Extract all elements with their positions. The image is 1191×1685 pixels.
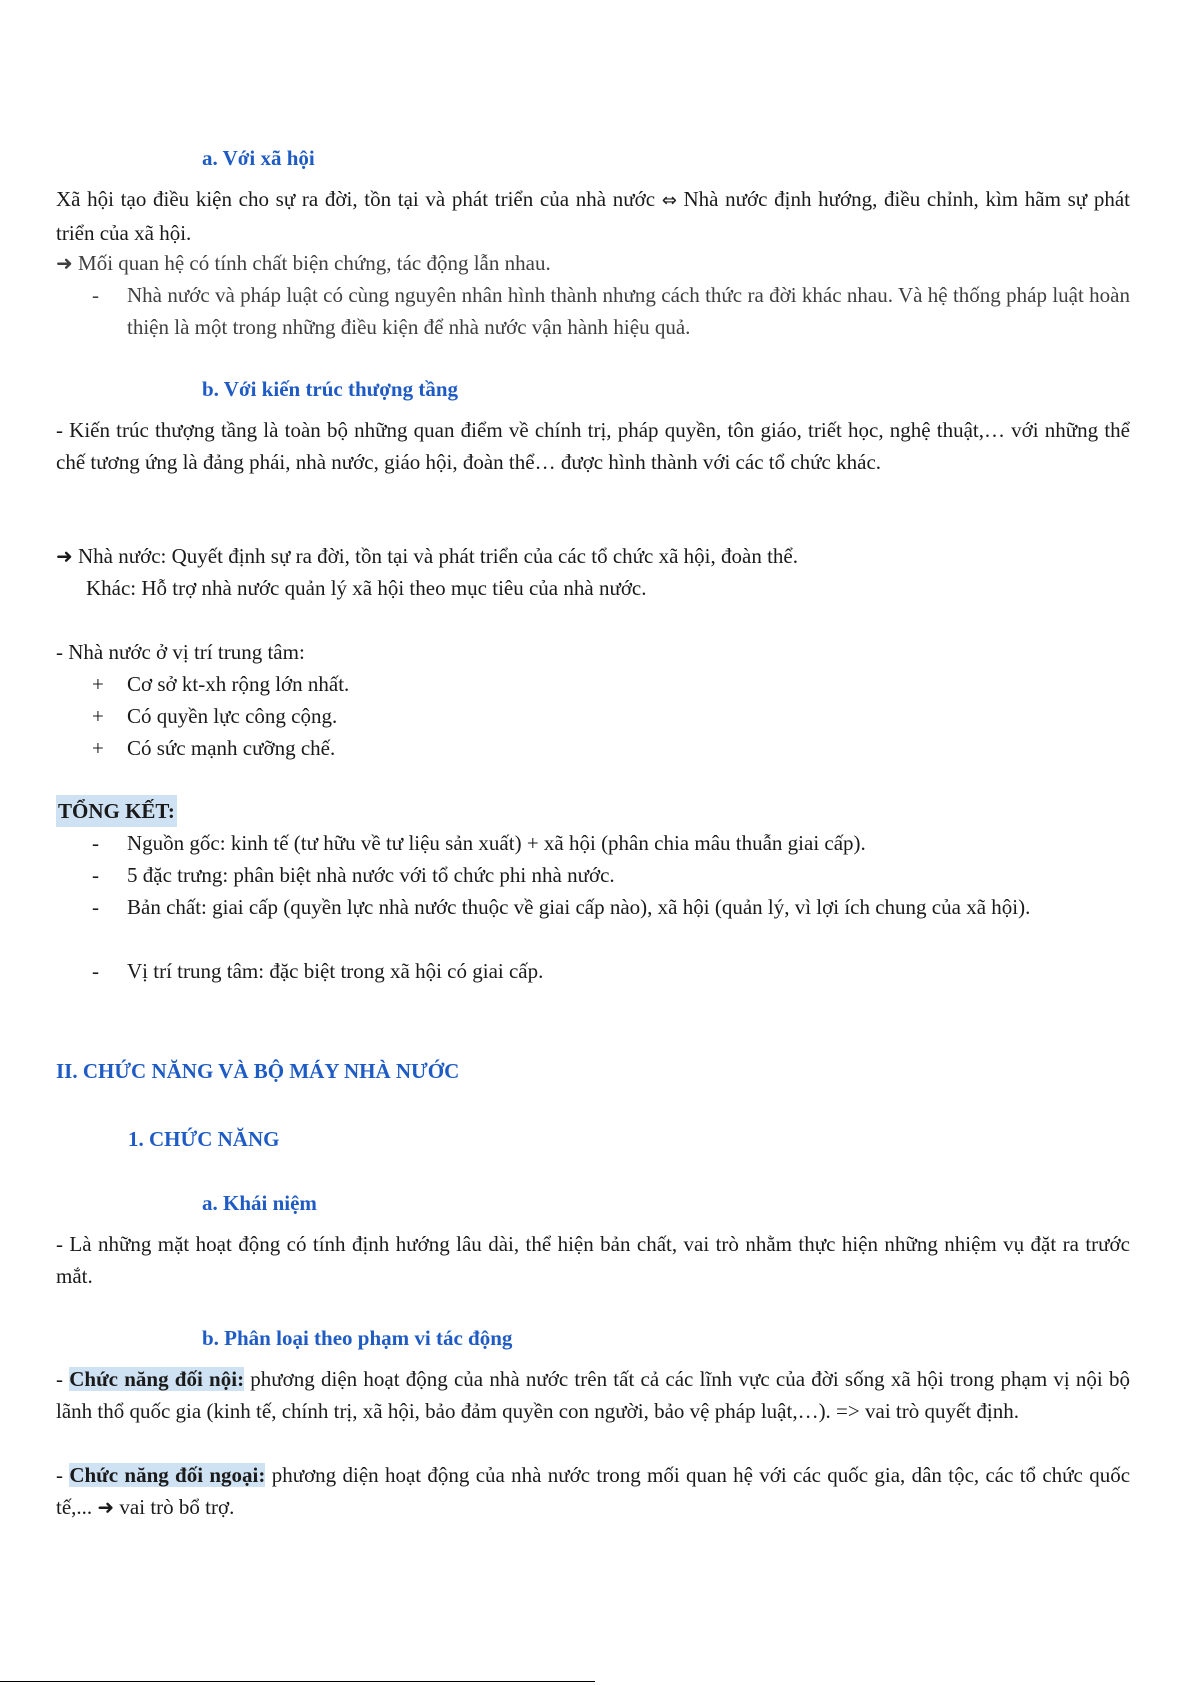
footer-rule xyxy=(0,1681,595,1682)
relation-line: ➜ Mối quan hệ có tính chất biện chứng, tác động lẫn nhau. xyxy=(56,251,551,275)
other-support-line: Khác: Hỗ trợ nhà nước quản lý xã hội theo mục tiêu của nhà nước. xyxy=(86,576,647,600)
list-item: - Bản chất: giai cấp (quyền lực nhà nước thuộc về giai cấp nào), xã hội (quản lý, vì lợi ích chung của xã hội). xyxy=(92,895,1031,919)
arrow-right-icon: ➜ xyxy=(97,1495,115,1519)
arrow-right-icon: ➜ xyxy=(56,544,73,568)
list-item: - Nhà nước và pháp luật có cùng nguyên nhân hình thành nhưng cách thức ra đời khác nhau. Và hệ thống pháp luật hoàn thiện là một trong những điều kiện để nhà nước vận hành hiệu quả. xyxy=(92,283,1130,339)
list-item: - 5 đặc trưng: phân biệt nhà nước với tổ chức phi nhà nước. xyxy=(92,863,615,887)
list-item: + Cơ sở kt-xh rộng lớn nhất. xyxy=(92,672,350,696)
list-item: - Vị trí trung tâm: đặc biệt trong xã hội có giai cấp. xyxy=(92,959,544,983)
heading-classification: b. Phân loại theo phạm vi tác động xyxy=(202,1326,513,1350)
state-decision-line: ➜ Nhà nước: Quyết định sự ra đời, tồn tại và phát triển của các tổ chức xã hội, đoàn thể. xyxy=(56,544,798,568)
list-item: + Có quyền lực công cộng. xyxy=(92,704,338,728)
iff-arrow-icon: ⇔ xyxy=(661,190,677,211)
society-paragraph: Xã hội tạo điều kiện cho sự ra đời, tồn tại và phát triển của nhà nước ⇔ Nhà nước định hướng, điều chỉnh, kìm hãm sự phát triển của xã hội. xyxy=(56,187,1131,245)
concept-paragraph: - Là những mặt hoạt động có tính định hướng lâu dài, thể hiện bản chất, vai trò nhằm thực hiện những nhiệm vụ đặt ra trước mắt. xyxy=(56,1232,1130,1288)
heading-with-society: a. Với xã hội xyxy=(202,146,315,170)
external-function-label: Chức năng đối ngoại: xyxy=(69,1463,266,1487)
list-item: + Có sức mạnh cưỡng chế. xyxy=(92,736,336,760)
superstructure-paragraph: - Kiến trúc thượng tầng là toàn bộ những quan điểm về chính trị, pháp quyền, tôn giáo, triết học, nghệ thuật,… với những thể chế tương ứng là đảng phái, nhà nước, giáo hội, đoàn thể… được hình thành với các tổ chức khác. xyxy=(56,418,1130,474)
external-function-paragraph: - Chức năng đối ngoại: phương diện hoạt động của nhà nước trong mối quan hệ với các quốc gia, dân tộc, các tổ chức quốc tế,... ➜ vai trò bổ trợ. xyxy=(56,1463,1131,1519)
internal-function-label: Chức năng đối nội: xyxy=(69,1367,245,1391)
center-position-intro: - Nhà nước ở vị trí trung tâm: xyxy=(56,640,305,664)
subsection-title-functions: 1. CHỨC NĂNG xyxy=(128,1127,280,1151)
internal-function-paragraph: - Chức năng đối nội: phương diện hoạt động của nhà nước trên tất cả các lĩnh vực của đời sống xã hội trong phạm vị nội bộ lãnh thổ quốc gia (kinh tế, chính trị, xã hội, bảo đảm quyền con người, bảo vệ pháp luật,…). => vai trò quyết định. xyxy=(56,1367,1130,1423)
heading-concept: a. Khái niệm xyxy=(202,1191,317,1215)
heading-with-superstructure: b. Với kiến trúc thượng tầng xyxy=(202,377,459,401)
summary-title: TỔNG KẾT: xyxy=(56,795,177,827)
arrow-right-icon: ➜ xyxy=(56,251,73,275)
list-item: - Nguồn gốc: kinh tế (tư hữu về tư liệu sản xuất) + xã hội (phân chia mâu thuẫn giai cấp). xyxy=(92,831,866,855)
section-title-functions-apparatus: II. CHỨC NĂNG VÀ BỘ MÁY NHÀ NƯỚC xyxy=(56,1059,460,1083)
